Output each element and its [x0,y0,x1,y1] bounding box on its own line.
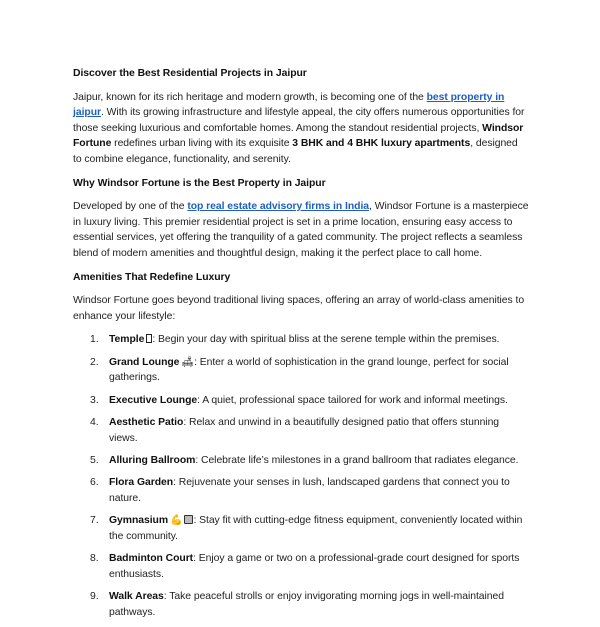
flexed-biceps-icon: 💪 [170,515,183,527]
amenity-title: Alluring Ballroom [109,455,196,467]
text: . With its growing infrastructure and lifestyle appeal, the city offers numerous opportunities for those seeking luxurious and comfortable homes. Among the standout residential projects, [73,107,525,134]
amenity-desc: : Rejuvenate your senses in lush, landscaped gardens that connect you to nature. [109,477,510,505]
text: Jaipur, known for its rich heritage and modern growth, is becoming one of the [73,91,427,103]
amenity-desc: : Relax and unwind in a beautifully designed patio that offers stunning views. [109,417,500,444]
advisory-firms-link[interactable]: top real estate advisory firms in India [187,201,370,213]
heading-why-windsor: Why Windsor Fortune is the Best Property in Jaipur [73,177,326,189]
list-number: 9. [90,591,99,603]
heading-amenities: Amenities That Redefine Luxury [73,271,231,283]
bold-bhk-apartments: 3 BHK and 4 BHK luxury apartments [292,138,471,150]
amenity-desc: : Celebrate life’s milestones in a grand ballroom that radiates elegance. [195,455,519,467]
amenity-title: Grand Lounge [109,356,180,368]
amenity-desc: : Enjoy a game or two on a professional-grade court designed for sports enthusiasts. [109,553,520,581]
why-paragraph [73,199,529,261]
list-number: 8. [90,553,99,565]
amenities-intro-paragraph [73,293,529,324]
amenity-desc: : Take peaceful strolls or enjoy invigorating morning jogs in well-maintained pathways. [109,591,504,618]
list-item [73,415,529,446]
list-number: 1. [90,334,99,346]
document-page [73,66,529,627]
amenity-desc: : Begin your day with spiritual bliss at the serene temple within the premises. [152,334,500,346]
amenities-list [73,332,529,620]
list-item [73,589,529,620]
list-item [73,453,529,469]
list-item [73,513,529,544]
text: redefines urban living with its exquisite [111,138,293,150]
amenity-desc: : A quiet, professional space tailored for work and informal meetings. [197,394,508,406]
amenity-title: Badminton Court [109,553,194,565]
list-item [73,551,529,582]
text: , designed to combine elegance, functionality, and serenity. [73,138,518,165]
list-item [73,475,529,506]
list-item [73,355,529,386]
text: Windsor Fortune goes beyond traditional living spaces, offering an array of world-class amenities to enhance your lifestyle: [73,295,525,322]
amenity-title: Gymnasium [109,515,169,527]
sofa-icon: 🛋 [181,356,195,368]
list-number: 5. [90,455,99,467]
amenity-title: Aesthetic Patio [109,417,184,429]
amenity-title: Walk Areas [109,591,164,603]
heading-discover: Discover the Best Residential Projects in Jaipur [73,68,307,79]
list-number: 4. [90,417,99,429]
text: Developed by one of the [73,201,188,213]
bold-windsor-fortune: Windsor Fortune [73,122,524,150]
amenity-title: Flora Garden [109,477,174,489]
text: , Windsor Fortune is a masterpiece in luxury living. This premier residential project is set in a prime location, ensuring easy access to essential services, yet offering the tranquility of a gated community. The project reflects a seamless blend of modern amenities and thoughtful design, making it the perfect place to call home. [73,201,529,259]
amenity-desc: : Stay fit with cutting-edge fitness equipment, conveniently located within the community. [109,515,523,543]
amenity-desc: : Enter a world of sophistication in the grand lounge, perfect for social gatherings. [109,356,509,384]
list-number: 2. [90,356,99,368]
intro-paragraph [73,90,529,168]
amenity-title: Temple [109,334,145,346]
list-item [73,393,529,409]
list-number: 7. [90,515,99,527]
list-number: 6. [90,477,99,489]
list-number: 3. [90,394,99,406]
amenity-title: Executive Lounge [109,394,198,406]
best-property-link[interactable]: best property in jaipur [73,91,505,119]
list-item [73,332,529,348]
